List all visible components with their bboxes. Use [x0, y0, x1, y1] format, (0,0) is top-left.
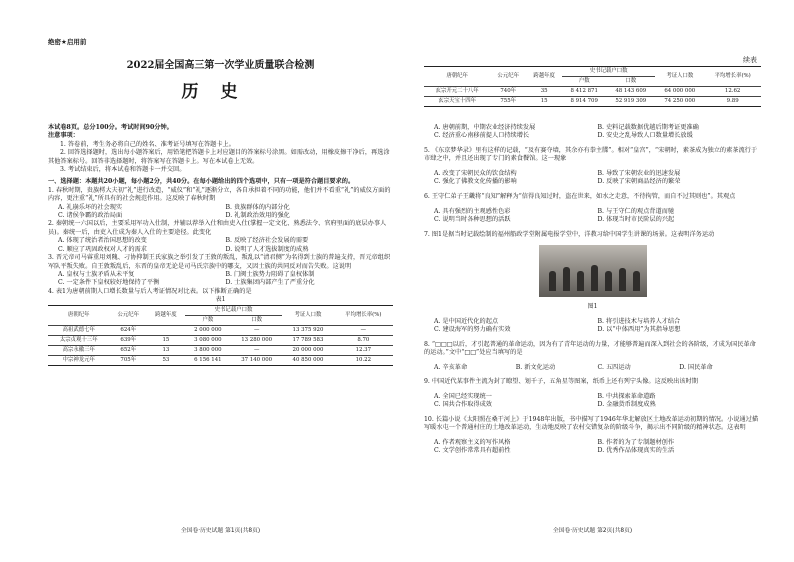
table-cell: 48 143 609 — [606, 87, 655, 97]
option: B. 史料记载数据优越后期考证更准确 — [597, 124, 699, 131]
option: D. 说明了人才选拔制度的成熟 — [225, 245, 309, 253]
table-cell: 高祖武德七年 — [48, 325, 109, 335]
option: B. 反映了经济社会发展的需要 — [225, 237, 309, 245]
notice-item: 2. 回答选择题时，选出每小题答案后，用铅笔把答题卡上对应题目的答案标号涂黑。如需改动，用橡皮擦干净后，再选涂其他答案标号。回答非选择题时，将答案写在答题卡上。写在本试卷上无效。 — [48, 149, 390, 165]
table-cell: 中宗神龙元年 — [48, 355, 109, 365]
option: A. 体现了统治者治国思想的改变 — [58, 237, 147, 245]
question-2: 2. 秦朝统一六国以后，主要采用军功入仕制，并辅以荐举入仕和由吏入仕(掌握一定文化、熟悉法令、官府里面的底层办事人员)。秦统一后，由吏入仕成为秦人入仕的主要途径。此变化 — [48, 220, 387, 236]
option: A. 具有强烈的主观感性色彩 — [434, 207, 511, 215]
table-subheader: 口数 — [231, 315, 282, 325]
question-9-options — [424, 393, 761, 410]
table-cell: 玄宗天宝十四年 — [424, 97, 490, 107]
question-1-options — [48, 204, 393, 221]
table-row — [424, 97, 761, 107]
option: B. 与王守仁的观点背道而驰 — [597, 207, 675, 215]
table-cell: 639年 — [109, 335, 147, 345]
table-continued-label: 续表 — [743, 56, 757, 64]
table-cell: 12.62 — [704, 87, 761, 97]
option: D. 礼制政治效用的强化 — [225, 212, 290, 220]
table-cell: 10.22 — [334, 355, 393, 365]
table-subheader: 户数 — [185, 315, 231, 325]
option: A. 改变了宋朝民众的饮食结构 — [434, 170, 517, 177]
option: C. 经济重心南移前提人口持续增长 — [434, 132, 530, 140]
table-cell: 64 000 000 — [655, 87, 704, 97]
table-cell: 2 000 000 — [185, 325, 231, 335]
option: C. 一定条件下皇权较好地保持了平衡 — [58, 279, 160, 287]
question-4: 4. 表1为唐朝前期人口增长数量与后人考证情况对比表。以下推断正确的是 — [48, 287, 252, 295]
option: C. 五四运动 — [597, 363, 631, 371]
question-8: 8. “□□□以后，才引起普通的革命运动，因为有了青年运动的力量，才能够普遍而深入到社会的各阶级，才成为国民革命的运动。”文中“□□”处应当填写的是 — [424, 340, 756, 356]
table-cell: 740年 — [490, 87, 526, 97]
question-10: 10. 长篇小说《太阳照在桑干河上》于1948年出版，书中描写了1946年华北解放区土地改革运动初期的情况。小说通过描写暖水屯一个普通村庄的土地改革运动，生动地反映了农村交错复杂的阶级斗争，揭示出不同阶级的精神状态。这表明 — [424, 415, 759, 432]
table-row — [48, 325, 393, 335]
table-cell: 13 — [147, 345, 185, 355]
option: D. 反映了宋朝商品经济的繁荣 — [597, 178, 681, 186]
table-cell: 74 250 000 — [655, 97, 704, 107]
option: A. 辛亥革命 — [434, 363, 468, 371]
table-header: 公元纪年 — [490, 67, 526, 87]
option: A. 全国已经实现统一 — [434, 392, 492, 400]
table-cell: 652年 — [109, 345, 147, 355]
table-cell: 17 789 583 — [282, 335, 333, 345]
population-table-continued — [424, 66, 761, 107]
table-row — [48, 345, 393, 355]
table-cell: — — [334, 325, 393, 335]
option: A. 唐朝前期，中期农业经济持续发展 — [434, 124, 536, 131]
option: D. 士族集团内部产生了严重分化 — [225, 279, 315, 287]
exam-title: 2022届全国高三第一次学业质量联合检测 — [126, 60, 315, 71]
option: B. 导致了宋朝农业的迅速发展 — [597, 170, 681, 177]
table-header: 跨越年度 — [147, 305, 185, 325]
table-cell: — — [231, 345, 282, 355]
table-caption: 表1 — [215, 296, 226, 304]
question-5: 5. 《东京梦华录》里有这样的记载，“及有赛夺墙，其余亦有拳主牒”。相对“皇宫”，“宋朝时，素茶成为独立的素茶流行于市肆之中，并且还出现了专门的素食餐馆。这一现象 — [424, 147, 758, 163]
table-cell — [147, 325, 185, 335]
option: D. 安史之乱导致人口数量增长放缓 — [597, 132, 693, 140]
page-1-body — [48, 124, 393, 366]
table-subheader: 口数 — [606, 77, 655, 87]
option: C. 文学创作常常具有超前性 — [434, 447, 511, 455]
option: B. 作者的为了专制题材创作 — [597, 438, 675, 446]
option: D. 体现当时市民阶层的兴起 — [597, 216, 675, 223]
table-cell: 52 919 309 — [606, 97, 655, 107]
table-cell: 37 140 000 — [231, 355, 282, 365]
table-cell: 15 — [147, 335, 185, 345]
option: C. 说明当时各种思想的活跃 — [434, 216, 511, 223]
table-header: 考证人口数 — [282, 305, 333, 325]
table-header: 唐朝纪年 — [424, 67, 490, 87]
option: B. 门阀士族势力阻碍了皇权体制 — [225, 270, 315, 278]
question-8-options — [424, 364, 761, 372]
table-cell: 8 412 871 — [562, 87, 606, 97]
table-header: 史书记载户口数 — [185, 305, 283, 315]
table-cell: 8 914 709 — [562, 97, 606, 107]
table-cell: 高宗永徽三年 — [48, 345, 109, 355]
section-heading: 一、选择题：本题共20小题，每小题2分，共40分。在每小题给出的四个选项中，只有一项是符合题目要求的。 — [48, 178, 355, 186]
table-cell: 705年 — [109, 355, 147, 365]
table-cell: 12.37 — [334, 345, 393, 355]
table-row — [424, 87, 761, 97]
table-cell: 40 850 000 — [282, 355, 333, 365]
confidential-mark: 绝密★启用前 — [48, 38, 87, 46]
table-header: 跨越年度 — [526, 67, 562, 87]
table-cell: 玄宗开元二十八年 — [424, 87, 490, 97]
option: D. 国民革命 — [679, 363, 713, 371]
option: C. 诸侯争霸的政治局面 — [58, 212, 123, 220]
classroom-photo — [539, 245, 647, 297]
question-1: 1. 春秋时期，贵族樗大夫初“礼”进行改造，“威仪”和“礼”逐渐分立，各自承担着不同的功能，他们并不看重“礼”的威仪方面的内容，更注重“礼”所具有的社会规范作用。这反映了春秋时期 — [48, 186, 391, 203]
question-5-options — [424, 170, 761, 187]
table-cell: 6 156 141 — [185, 355, 231, 365]
question-3-options — [48, 271, 393, 288]
question-7: 7. 图1是据当时记载绘制的福州船政学堂附属电报学堂中，洋教习给中国学生讲课的场景。这表明洋务运动 — [424, 230, 715, 238]
option: C. 顺应了巩固政权对人才的需求 — [58, 245, 147, 253]
option: A. 是中国近代化的起点 — [434, 317, 499, 325]
notice-item: 3. 考试结束后，将本试卷和答题卡一并交回。 — [60, 166, 186, 174]
subject-title: 历史 — [181, 82, 260, 102]
table-header: 考证人口数 — [655, 67, 704, 87]
figure-caption: 图1 — [587, 303, 598, 311]
table-header: 公元纪年 — [109, 305, 147, 325]
question-9: 9. 中国近代某事件主流为封了瞭望、划千子，五角星等图案，纸币上还有列宁头像。这反映出该时期 — [424, 378, 698, 386]
question-4-options — [424, 124, 761, 141]
page-footer: 全国卷·历史试题 第1页(共8页) — [180, 528, 261, 534]
table-cell: 755年 — [490, 97, 526, 107]
table-header: 平均增长率(%) — [334, 305, 393, 325]
page-2 — [424, 0, 761, 562]
table-header: 平均增长率(%) — [704, 67, 761, 87]
table-cell: 9.89 — [704, 97, 761, 107]
exam-info: 本试卷8页。总分100分。考试时间90分钟。 — [48, 124, 173, 131]
question-7-options — [424, 318, 761, 335]
table-row — [48, 335, 393, 345]
table-subheader: 户数 — [562, 77, 606, 87]
question-2-options — [48, 237, 393, 254]
option: A. 皇权与士族矛盾从未平复 — [58, 270, 135, 278]
table-cell: 13 280 000 — [231, 335, 282, 345]
continued-table-wrap — [424, 66, 761, 107]
table-cell: 3 800 000 — [185, 345, 231, 355]
notice-item: 1. 答卷前，考生务必将自己的姓名、准考证号填写在答题卡上。 — [60, 140, 235, 148]
option: C. 建设海军的努力确有实效 — [434, 326, 511, 333]
table-cell: — — [231, 325, 282, 335]
table-header: 唐朝纪年 — [48, 305, 109, 325]
question-6-options — [424, 208, 761, 225]
table-header: 史书记载户口数 — [562, 67, 655, 77]
table-row — [48, 355, 393, 365]
table-cell: 20 000 000 — [282, 345, 333, 355]
option: B. 将引进技术与培养人才结合 — [597, 317, 681, 325]
question-10-options — [424, 439, 761, 456]
question-3: 3. 晋元帝司马睿重用刘隗、刁协抑制王氏家族之举引发了王敦的叛乱，叛乱以“清君侧”为名得到士族的普遍支持，晋元帝组织军队平叛失败。自王敦叛乱后，东晋的皇帝无论是司马氏宗族中的哪支，又因士族的共同反对而告失败。这说明 — [48, 254, 391, 270]
option: A. 作者观察主义的写作风格 — [434, 438, 511, 446]
option: C. 强化了佛教文化传播的影响 — [434, 178, 517, 186]
population-table — [48, 305, 393, 366]
table-cell: 15 — [526, 97, 562, 107]
page-2-body — [424, 124, 761, 456]
option: B. 中共探索革命道路 — [597, 392, 656, 400]
option: B. 新文化运动 — [515, 363, 556, 371]
option: C. 国共合作取得成效 — [434, 401, 492, 409]
option: D. 优秀作品体现真实的生活 — [597, 447, 675, 455]
table-cell: 35 — [526, 87, 562, 97]
table-cell: 13 375 920 — [282, 325, 333, 335]
page-footer: 全国卷·历史试题 第2页(共8页) — [552, 528, 633, 534]
table-cell: 8.70 — [334, 335, 393, 345]
option: D. 以“中体西用”为其指导思想 — [597, 326, 681, 333]
table-cell: 3 080 000 — [185, 335, 231, 345]
question-6: 6. 王守仁弟子王畿将“良知”解释为“信得良知过时，盗在世来，如水之走意，不待拘管，而自不过其则也”。其观点 — [424, 193, 736, 200]
page-1 — [48, 0, 393, 562]
option: D. 金融货币制度成熟 — [597, 401, 656, 409]
table-cell: 太宗贞观十三年 — [48, 335, 109, 345]
option: A. 礼崩乐坏的社会现实 — [58, 203, 123, 211]
option: B. 贵族群体的内部分化 — [225, 203, 290, 211]
table-cell: 53 — [147, 355, 185, 365]
table-cell: 624年 — [109, 325, 147, 335]
notice-heading: 注意事项： — [48, 132, 79, 140]
